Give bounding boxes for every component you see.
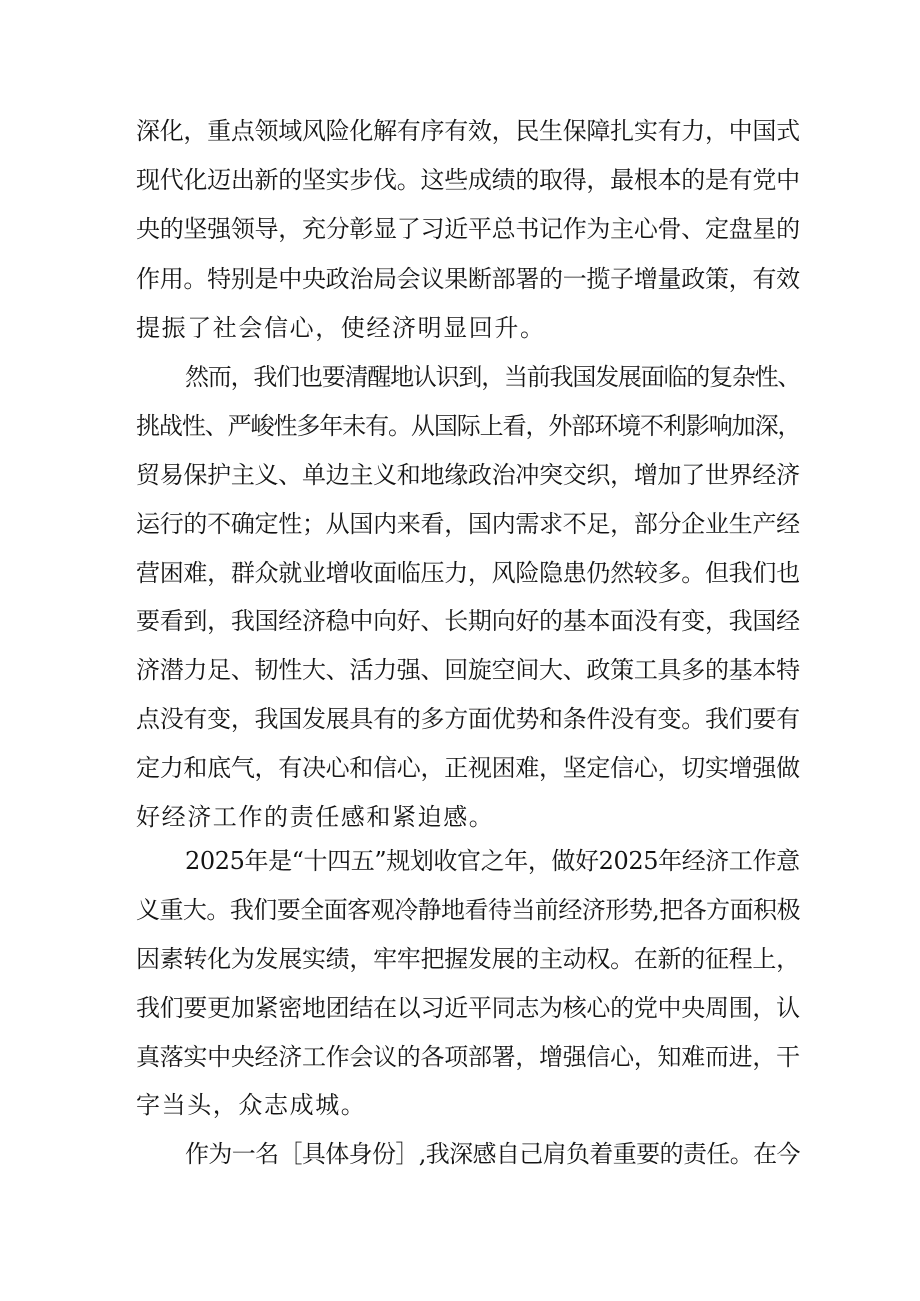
text-line: 好经济工作的责任感和紧迫感。 — [136, 803, 495, 831]
text-line: 运行的不确定性；从国内来看，国内需求不足，部分企业生产经 — [136, 510, 800, 538]
text-line: 作为一名［具体身份］,我深感自己肩负着重要的责任。在今 — [185, 1140, 800, 1168]
text-line: 央的坚强领导，充分彰显了习近平总书记作为主心骨、定盘星的 — [136, 215, 800, 243]
text-line: 然而，我们也要清醒地认识到，当前我国发展面临的复杂性、 — [185, 363, 801, 391]
text-line: 我们要更加紧密地团结在以习近平同志为核心的党中央周围，认 — [136, 994, 800, 1022]
text-line: 真落实中央经济工作会议的各项部署，增强信心，知难而进，干 — [136, 1043, 800, 1071]
text-line: 现代化迈出新的坚实步伐。这些成绩的取得，最根本的是有党中 — [136, 166, 800, 194]
text-line: 作用。特别是中央政治局会议果断部署的一揽子增量政策，有效 — [136, 265, 800, 293]
text-line: 义重大。我们要全面客观冷静地看待当前经济形势,把各方面积极 — [136, 896, 801, 924]
text-line: 提振了社会信心，使经济明显回升。 — [136, 314, 546, 342]
text-line: 挑战性、严峻性多年未有。从国际上看，外部环境不利影响加深， — [136, 412, 801, 440]
text-line: 营困难，群众就业增收面临压力，风险隐患仍然较多。但我们也 — [136, 559, 800, 587]
text-line: 贸易保护主义、单边主义和地缘政治冲突交织，增加了世界经济 — [136, 461, 800, 489]
text-line: 2025年是“十四五”规划收官之年，做好2025年经济工作意 — [185, 847, 800, 875]
text-line: 因素转化为发展实绩，牢牢把握发展的主动权。在新的征程上， — [136, 945, 800, 973]
text-line: 济潜力足、韧性大、活力强、回旋空间大、政策工具多的基本特 — [136, 656, 800, 684]
text-line: 深化，重点领域风险化解有序有效，民生保障扎实有力，中国式 — [136, 117, 800, 145]
text-line: 字当头，众志成城。 — [136, 1091, 367, 1119]
text-line: 定力和底气，有决心和信心，正视困难，坚定信心，切实增强做 — [136, 754, 800, 782]
text-line: 要看到，我国经济稳中向好、长期向好的基本面没有变，我国经 — [136, 607, 800, 635]
text-line: 点没有变，我国发展具有的多方面优势和条件没有变。我们要有 — [136, 705, 800, 733]
